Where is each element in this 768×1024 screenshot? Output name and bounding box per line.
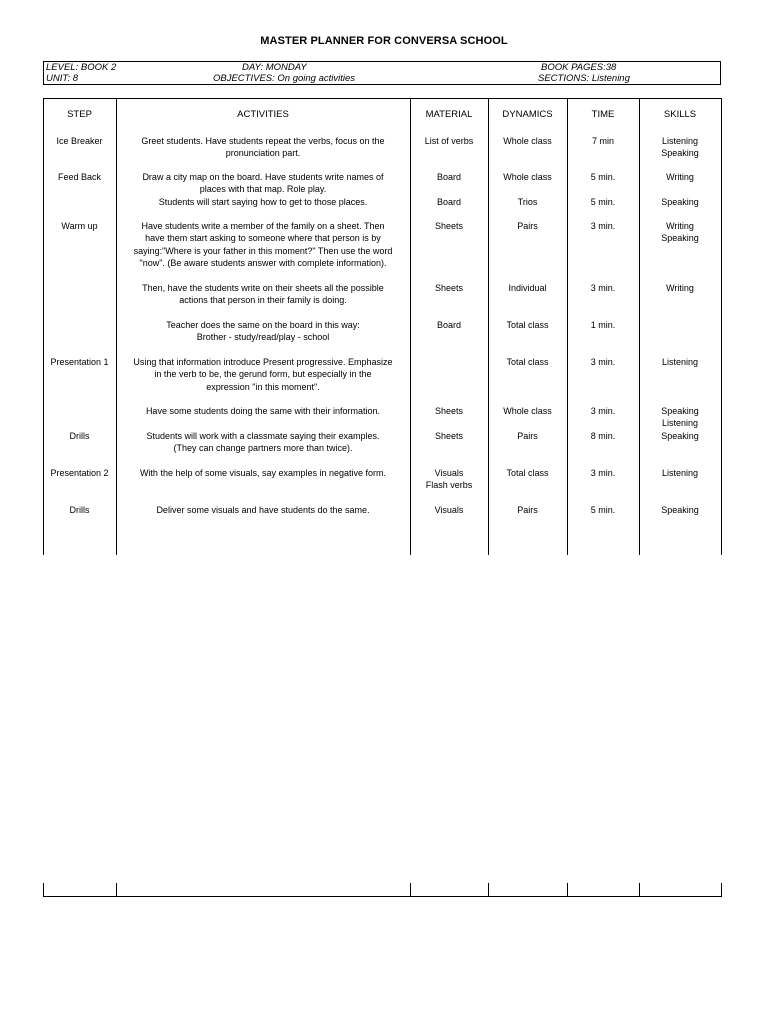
activity-cell: Brother - study/read/play - school	[196, 332, 330, 343]
dynamics-cell: Pairs	[517, 505, 538, 515]
step-cell: Warm up	[61, 221, 98, 231]
column-border	[639, 98, 640, 555]
column-border	[639, 883, 640, 897]
dynamics-cell: Total class	[506, 320, 549, 330]
column-border	[43, 98, 44, 555]
material-cell: Sheets	[434, 406, 464, 416]
day-label: DAY: MONDAY	[242, 62, 307, 73]
material-cell: List of verbs	[424, 136, 474, 146]
skills-cell: Speaking	[661, 431, 699, 441]
activity-cell: in the verb to be, the gerund form, but especially in the	[154, 369, 372, 380]
time-cell: 5 min.	[590, 197, 616, 207]
column-border	[43, 883, 44, 897]
activity-cell: saying:"Where is your father in this moment?" Then use the word	[133, 245, 393, 256]
skills-cell: Speaking	[661, 505, 699, 515]
material-cell: Flash verbs	[425, 480, 473, 491]
activity-cell: Then, have the students write on their sheets all the possible	[142, 283, 384, 293]
time-cell: 5 min.	[590, 172, 616, 182]
activity-cell: expression "in this moment".	[206, 381, 320, 392]
material-cell: Board	[436, 172, 462, 182]
table-bottom-border	[43, 896, 722, 897]
activity-cell: Have students write a member of the family on a sheet. Then	[141, 221, 385, 231]
column-header-step: STEP	[67, 109, 92, 120]
unit-label: UNIT: 8	[46, 73, 79, 84]
lesson-info-box	[43, 61, 721, 85]
column-header-time: TIME	[591, 109, 615, 120]
skills-cell: Speaking	[661, 148, 699, 159]
column-border	[410, 883, 411, 897]
step-cell: Feed Back	[57, 172, 102, 182]
dynamics-cell: Pairs	[517, 221, 538, 231]
step-cell: Drills	[69, 505, 90, 515]
material-cell: Sheets	[434, 431, 464, 441]
activity-cell: Using that information introduce Present progressive. Emphasize	[133, 357, 393, 367]
column-border	[116, 883, 117, 897]
time-cell: 3 min.	[590, 468, 616, 478]
dynamics-cell: Whole class	[503, 406, 552, 416]
time-cell: 1 min.	[590, 320, 616, 330]
activity-cell: Students will start saying how to get to those places.	[158, 197, 368, 207]
material-cell: Board	[436, 197, 462, 207]
dynamics-cell: Whole class	[503, 172, 552, 182]
dynamics-cell: Total class	[506, 357, 549, 367]
material-cell: Sheets	[434, 221, 464, 231]
time-cell: 3 min.	[590, 406, 616, 416]
activity-cell: "now". (Be aware students answer with complete information).	[139, 258, 387, 269]
time-cell: 7 min	[591, 136, 614, 146]
column-border	[721, 883, 722, 897]
column-header-activities: ACTIVITIES	[237, 109, 289, 120]
activity-cell: actions that person in their family is doing.	[179, 295, 347, 306]
material-cell: Sheets	[434, 283, 464, 293]
page-title: MASTER PLANNER FOR CONVERSA SCHOOL	[260, 35, 508, 47]
time-cell: 3 min.	[590, 283, 616, 293]
objectives-label: OBJECTIVES: On going activities	[213, 73, 356, 84]
skills-cell: Listening	[661, 468, 699, 478]
level-label: LEVEL: BOOK 2	[46, 62, 117, 73]
planner-table	[43, 98, 722, 897]
column-border	[567, 883, 568, 897]
time-cell: 5 min.	[590, 505, 616, 515]
step-cell: Drills	[69, 431, 90, 441]
skills-cell: Writing	[666, 283, 694, 293]
skills-cell: Listening	[661, 418, 699, 429]
material-cell: Visuals	[434, 505, 464, 515]
skills-cell: Speaking	[661, 197, 699, 207]
activity-cell: places with that map. Role play.	[199, 184, 327, 195]
time-cell: 8 min.	[590, 431, 616, 441]
column-header-material: MATERIAL	[425, 109, 473, 120]
activity-cell: Greet students. Have students repeat the verbs, focus on the	[141, 136, 385, 146]
time-cell: 3 min.	[590, 221, 616, 231]
dynamics-cell: Pairs	[517, 431, 538, 441]
column-border	[721, 98, 722, 555]
column-header-skills: SKILLS	[663, 109, 697, 120]
activity-cell: (They can change partners more than twice).	[173, 443, 353, 454]
activity-cell: Teacher does the same on the board in this way:	[166, 320, 360, 330]
sections-label: SECTIONS: Listening	[538, 73, 630, 84]
time-cell: 3 min.	[590, 357, 616, 367]
table-top-border	[43, 98, 722, 99]
activity-cell: Students will work with a classmate saying their examples.	[146, 431, 380, 441]
dynamics-cell: Individual	[508, 283, 547, 293]
dynamics-cell: Whole class	[503, 136, 552, 146]
activity-cell: pronunciation part.	[225, 148, 301, 159]
skills-cell: Listening	[661, 136, 699, 146]
column-border	[488, 883, 489, 897]
book-pages-label: BOOK PAGES:38	[541, 62, 617, 73]
material-cell: Board	[436, 320, 462, 330]
step-cell: Presentation 1	[50, 357, 109, 367]
activity-cell: With the help of some visuals, say examples in negative form.	[139, 468, 387, 478]
step-cell: Ice Breaker	[56, 136, 103, 146]
dynamics-cell: Trios	[517, 197, 538, 207]
activity-cell: Deliver some visuals and have students do the same.	[156, 505, 370, 515]
activity-cell: Have some students doing the same with their information.	[145, 406, 381, 416]
activity-cell: have them start asking to someone where that person is by	[145, 233, 381, 244]
dynamics-cell: Total class	[506, 468, 549, 478]
skills-cell: Writing	[666, 221, 694, 231]
skills-cell: Speaking	[661, 233, 699, 244]
material-cell: Visuals	[434, 468, 464, 478]
column-header-dynamics: DYNAMICS	[502, 109, 553, 120]
step-cell: Presentation 2	[50, 468, 109, 478]
activity-cell: Draw a city map on the board. Have students write names of	[142, 172, 384, 182]
skills-cell: Writing	[666, 172, 694, 182]
skills-cell: Listening	[661, 357, 699, 367]
skills-cell: Speaking	[661, 406, 699, 416]
